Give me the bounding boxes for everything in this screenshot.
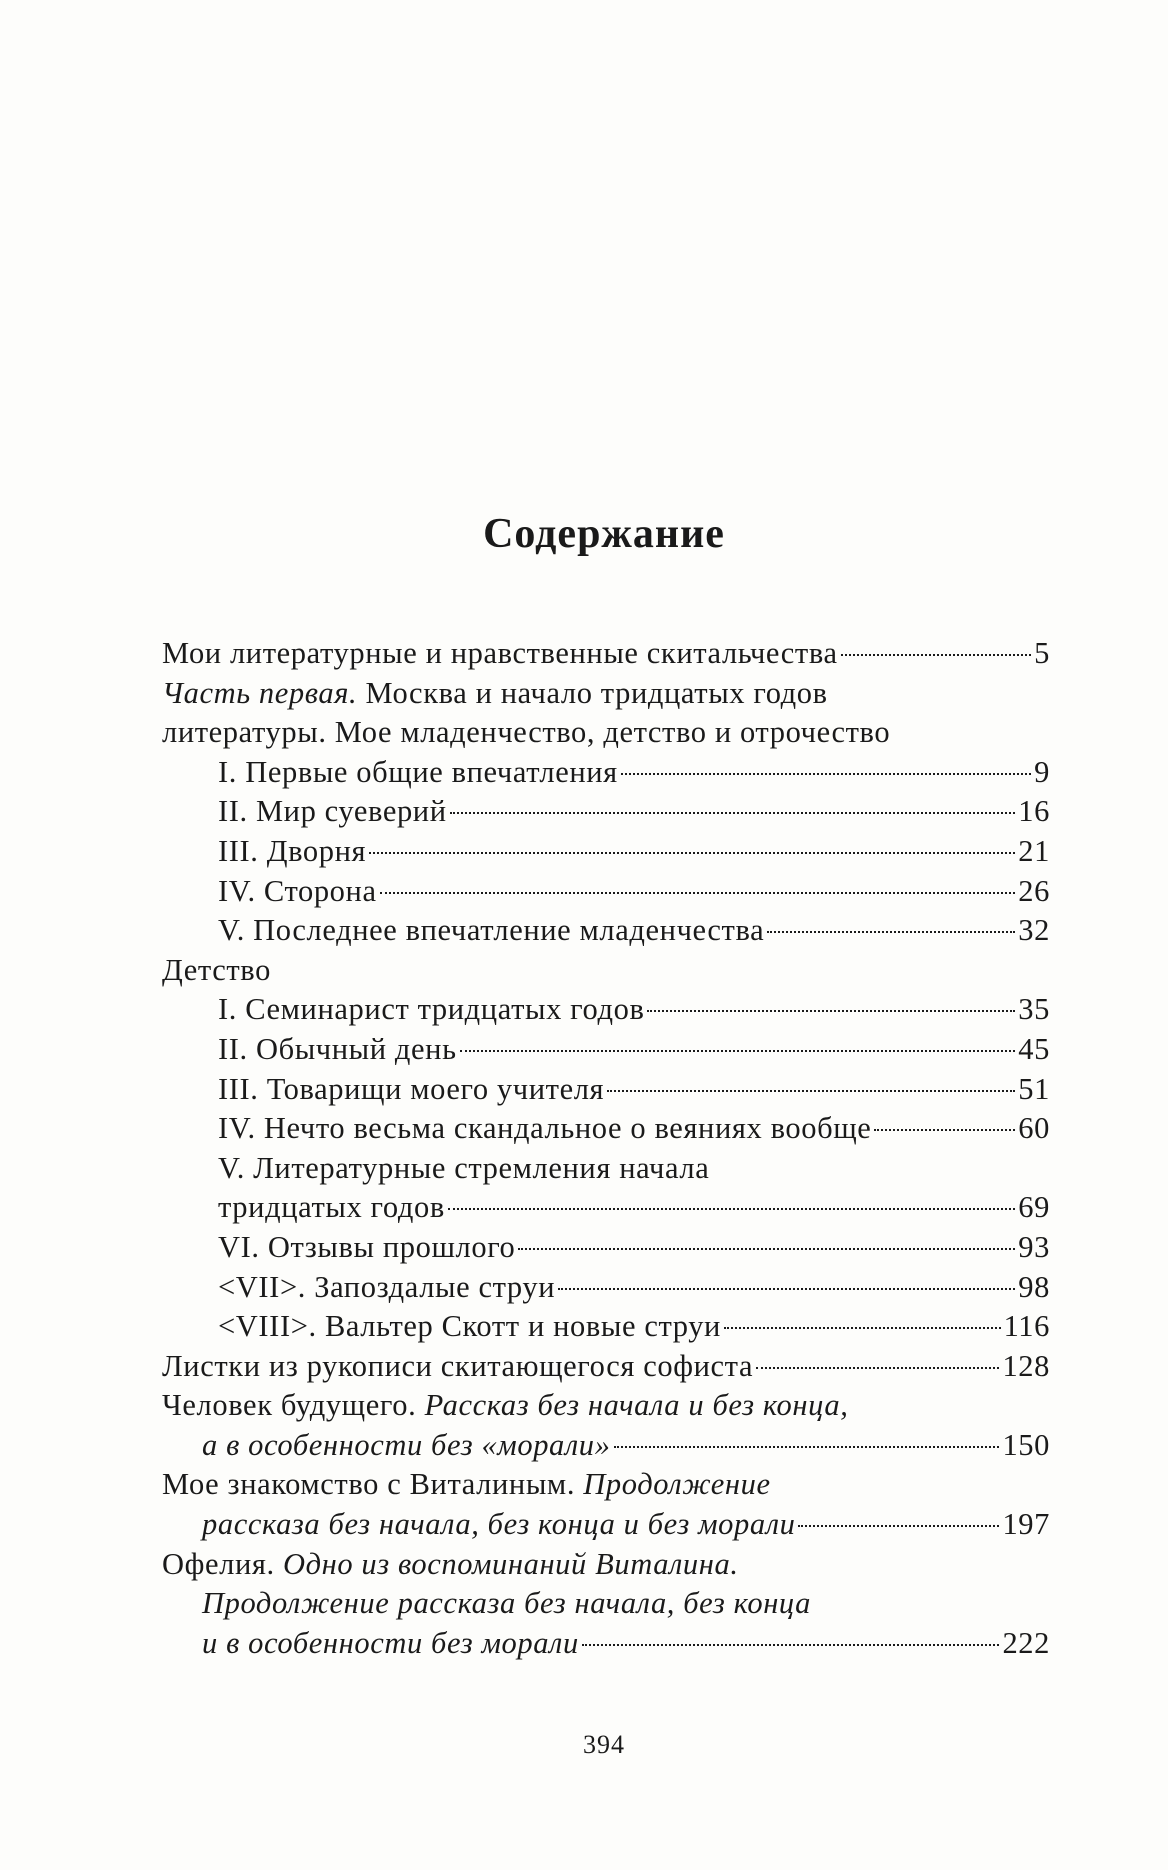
table-of-contents — [162, 634, 1050, 1663]
toc-entry-subtitle: а в особенности без «морали» — [202, 1427, 611, 1462]
toc-entry — [162, 1070, 1050, 1110]
toc-entry — [162, 1109, 1050, 1149]
toc-entry-title: II. Мир суеверий — [218, 794, 447, 829]
toc-entry — [162, 713, 1050, 753]
toc-entry-page: 128 — [1002, 1348, 1050, 1383]
toc-entry-subtitle: рассказа без начала, без конца и без морали — [202, 1507, 796, 1542]
toc-entry — [162, 674, 1050, 714]
toc-entry-page: 26 — [1018, 873, 1050, 908]
toc-entry — [162, 753, 1050, 793]
toc-entry-page: 150 — [1002, 1427, 1050, 1462]
dot-leader — [607, 1090, 1015, 1092]
toc-entry — [162, 1465, 1050, 1505]
toc-entry-title: I. Семинарист тридцатых годов — [218, 992, 645, 1027]
toc-entry-title: Мое знакомство с Виталиным. — [162, 1467, 576, 1502]
toc-entry-title: III. Товарищи моего учителя — [218, 1071, 605, 1106]
dot-leader — [647, 1010, 1015, 1012]
toc-part-label: Часть первая. — [162, 675, 358, 710]
toc-entry-title: тридцатых годов — [218, 1190, 445, 1225]
toc-entry — [162, 1268, 1050, 1308]
toc-entry — [162, 1505, 1050, 1545]
toc-entry — [162, 990, 1050, 1030]
dot-leader — [756, 1367, 999, 1369]
dot-leader — [518, 1248, 1015, 1250]
dot-leader — [558, 1288, 1015, 1290]
toc-entry-page: 98 — [1018, 1269, 1050, 1304]
toc-entry — [162, 1624, 1050, 1664]
dot-leader — [582, 1644, 1000, 1646]
dot-leader — [874, 1129, 1015, 1131]
toc-entry-page: 197 — [1002, 1507, 1050, 1542]
toc-entry-page: 5 — [1034, 636, 1050, 670]
toc-entry-title: Москва и начало тридцатых годов — [357, 675, 828, 710]
toc-entry-page: 93 — [1018, 1229, 1050, 1264]
toc-entry-title: Детство — [162, 952, 271, 987]
toc-entry-page: 35 — [1018, 992, 1050, 1027]
toc-entry — [162, 1545, 1050, 1585]
toc-entry-title: Мои литературные и нравственные скитальчества — [162, 636, 838, 670]
toc-entry-page: 116 — [1003, 1309, 1050, 1344]
toc-entry-title: VI. Отзывы прошлого — [218, 1229, 516, 1264]
dot-leader — [369, 852, 1015, 854]
dot-leader — [448, 1208, 1015, 1210]
toc-entry-title: V. Литературные стремления начала — [218, 1150, 710, 1185]
toc-entry-title: <VII>. Запоздалые струи — [218, 1269, 556, 1304]
toc-entry-subtitle: Рассказ без начала и без конца, — [416, 1388, 849, 1423]
toc-entry-title: <VIII>. Вальтер Скотт и новые струи — [218, 1309, 721, 1344]
page-number: 394 — [583, 1730, 625, 1759]
toc-entry — [162, 1188, 1050, 1228]
dot-leader — [460, 1050, 1016, 1052]
toc-entry-title: Офелия. — [162, 1546, 275, 1581]
toc-entry — [162, 1030, 1050, 1070]
dot-leader — [724, 1327, 1001, 1329]
toc-entry-page: 9 — [1034, 754, 1050, 789]
toc-entry-page: 51 — [1018, 1071, 1050, 1106]
toc-entry-page: 45 — [1018, 1031, 1050, 1066]
toc-entry-subtitle: Продолжение рассказа без начала, без конца — [202, 1586, 812, 1621]
toc-entry-title: II. Обычный день — [218, 1031, 457, 1066]
dot-leader — [798, 1525, 999, 1527]
dot-leader — [767, 931, 1015, 933]
toc-entry — [162, 832, 1050, 872]
toc-entry — [162, 634, 1050, 674]
toc-entry-subtitle: Продолжение — [575, 1467, 771, 1502]
toc-entry — [162, 1228, 1050, 1268]
toc-entry — [162, 792, 1050, 832]
toc-entry-subtitle: Одно из воспоминаний Виталина. — [274, 1546, 739, 1581]
toc-entry — [162, 911, 1050, 951]
toc-entry — [162, 1584, 1050, 1624]
toc-entry-page: 32 — [1018, 913, 1050, 948]
toc-entry — [162, 1347, 1050, 1387]
toc-entry-title: I. Первые общие впечатления — [218, 754, 618, 789]
dot-leader — [450, 812, 1016, 814]
dot-leader — [380, 892, 1016, 894]
toc-entry-subtitle: и в особенности без морали — [202, 1625, 579, 1660]
toc-entry — [162, 1307, 1050, 1347]
toc-entry-page: 16 — [1018, 794, 1050, 829]
toc-entry-title: IV. Нечто весьма скандальное о веяниях вообще — [218, 1111, 872, 1146]
toc-entry-title: Человек будущего. — [162, 1388, 417, 1423]
toc-entry-page: 60 — [1018, 1111, 1050, 1146]
toc-entry-title: Листки из рукописи скитающегося софиста — [162, 1348, 754, 1383]
toc-section-heading — [162, 951, 1050, 991]
toc-entry-title: V. Последнее впечатление младенчества — [218, 913, 765, 948]
page-title: Содержание — [483, 511, 725, 557]
toc-entry — [162, 872, 1050, 912]
toc-entry-page: 69 — [1018, 1190, 1050, 1225]
toc-entry-page: 21 — [1018, 833, 1050, 868]
toc-entry-title: IV. Сторона — [218, 873, 377, 908]
toc-entry — [162, 1426, 1050, 1466]
toc-entry — [162, 1386, 1050, 1426]
toc-entry — [162, 1149, 1050, 1189]
dot-leader — [614, 1446, 1000, 1448]
toc-entry-title: III. Дворня — [218, 833, 367, 868]
dot-leader — [841, 654, 1032, 656]
dot-leader — [621, 773, 1031, 775]
toc-entry-title: литературы. Мое младенчество, детство и отрочество — [162, 715, 891, 750]
toc-entry-page: 222 — [1002, 1625, 1050, 1660]
